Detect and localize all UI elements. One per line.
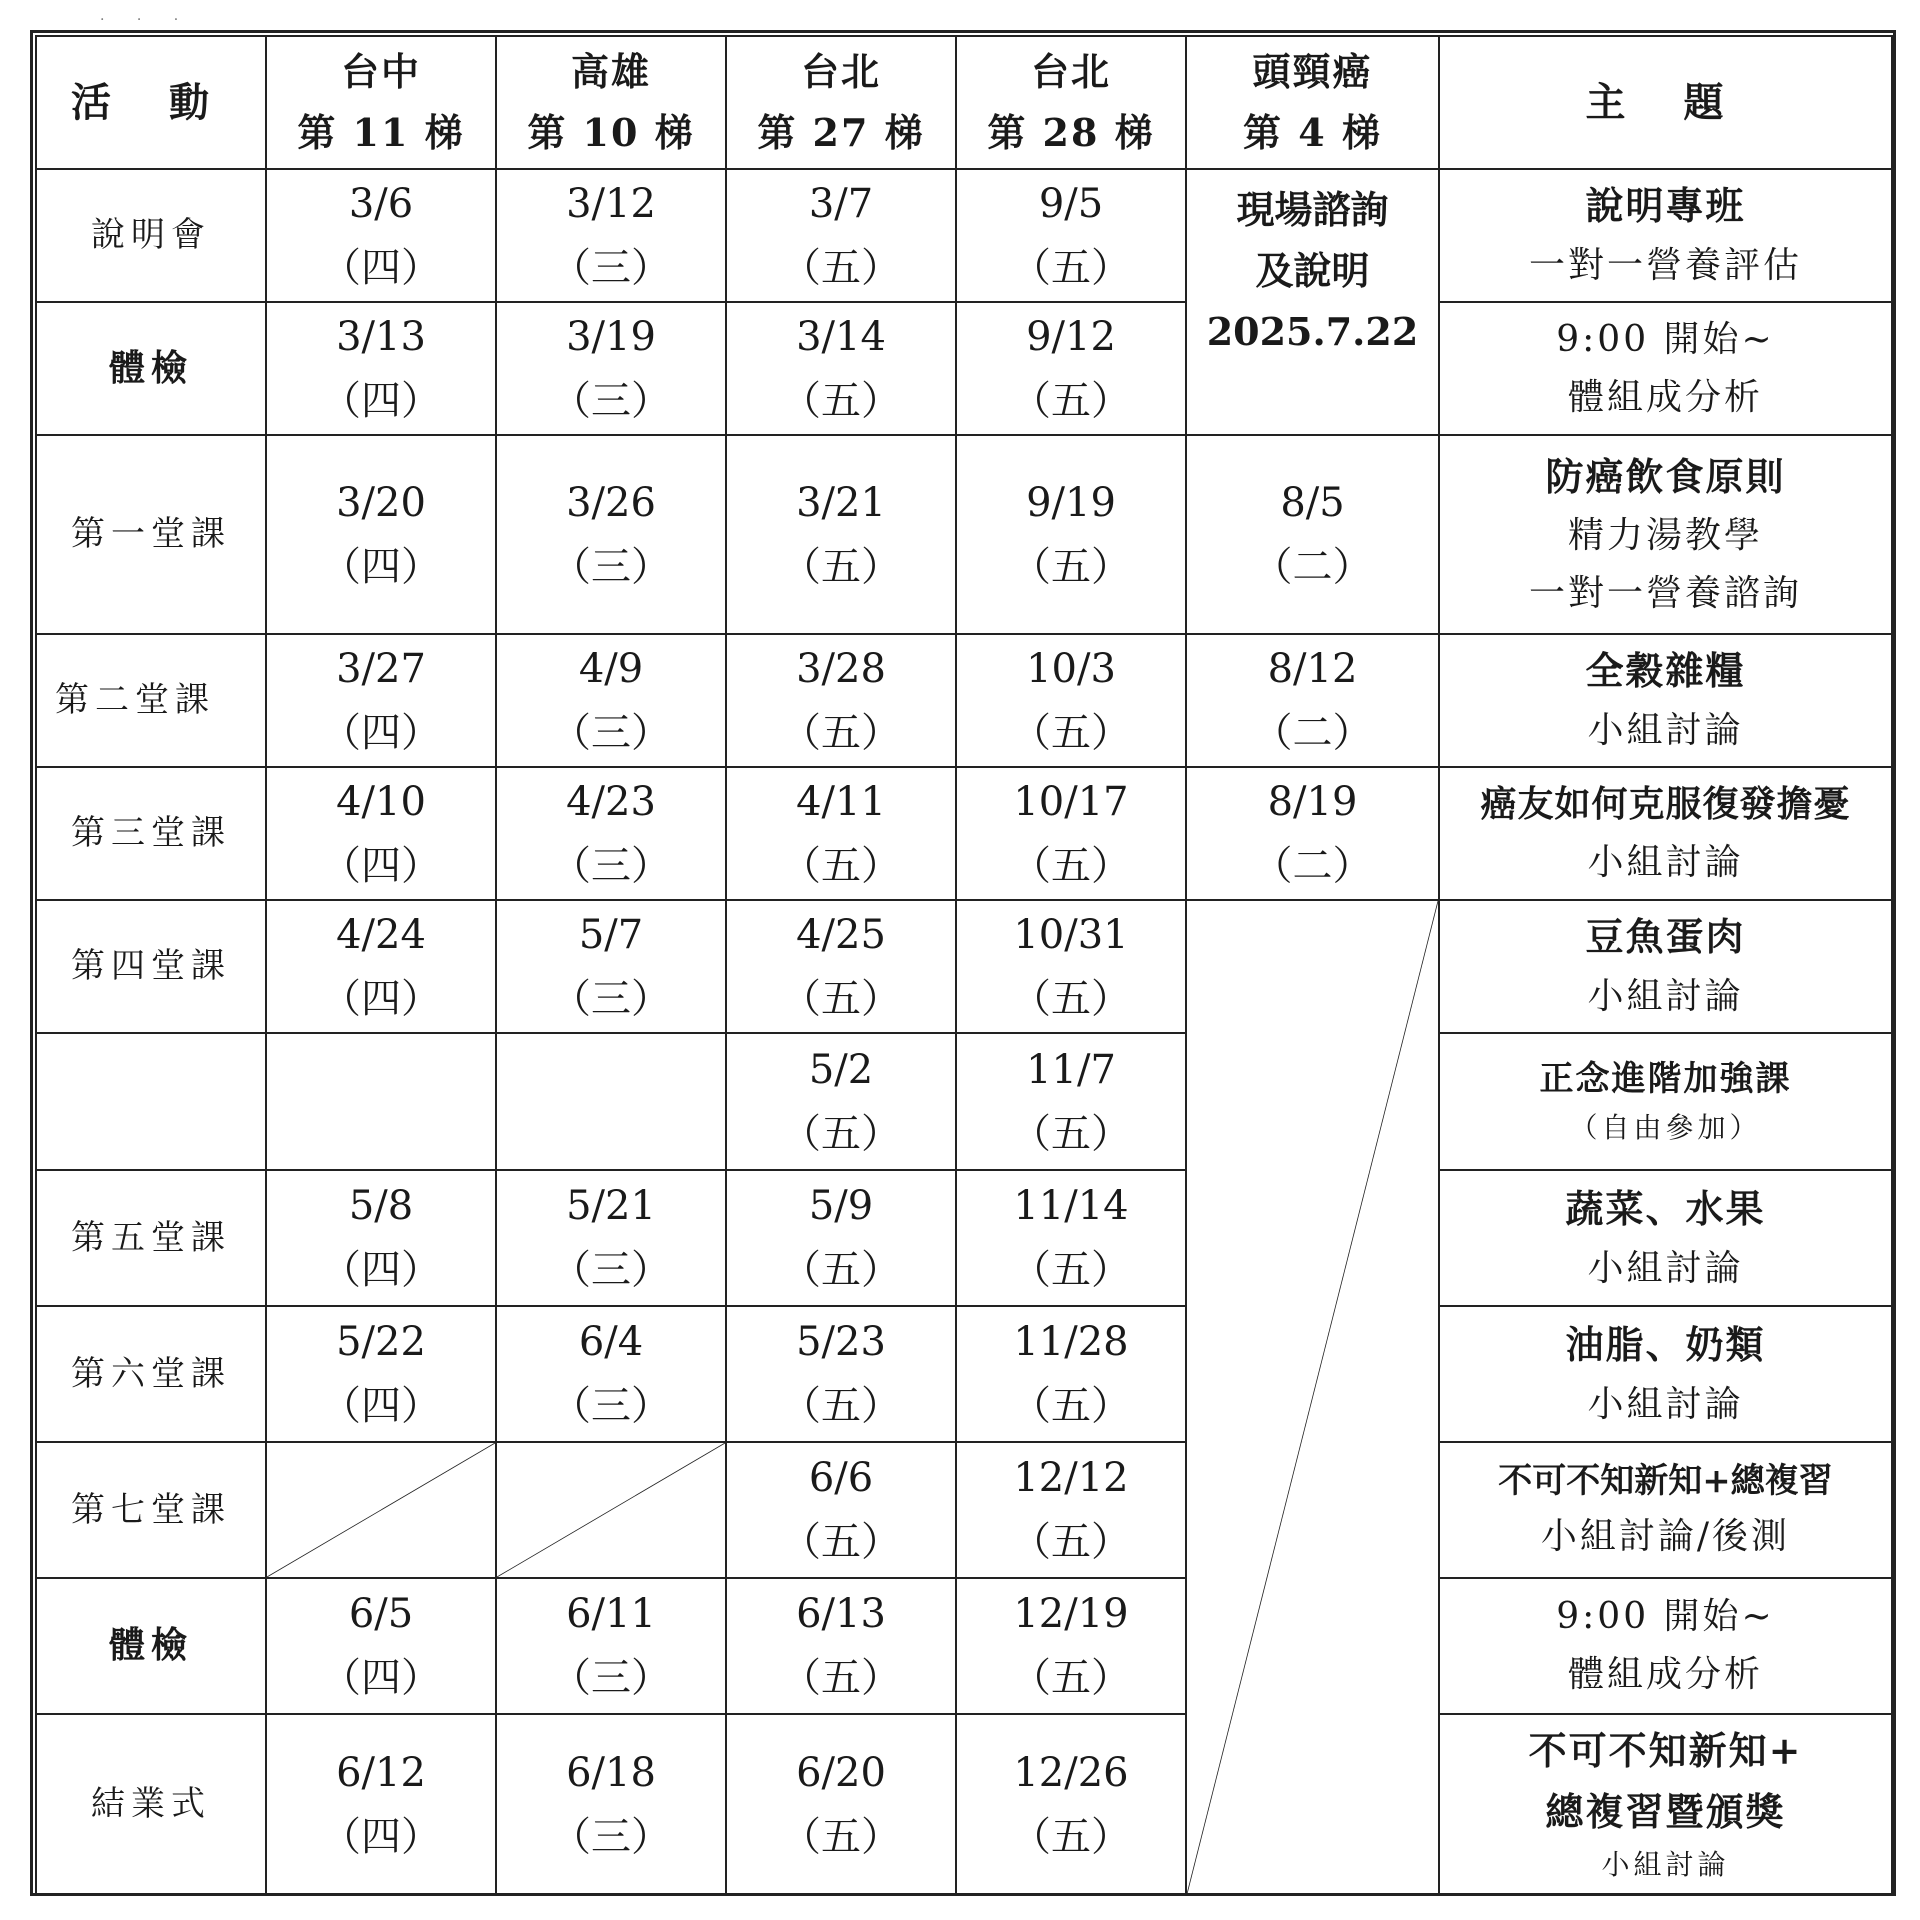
date-cell: 6/12 （四）	[266, 1714, 496, 1895]
diagonal-line	[267, 1443, 495, 1577]
date-cell: 3/19 （三）	[496, 302, 726, 435]
table-row	[36, 1714, 1892, 1895]
topic-cell: 正念進階加強課 （自由參加）	[1439, 1033, 1892, 1170]
header-col-kaohsiung-10: 高雄 第 10 梯	[496, 36, 726, 169]
table-row	[36, 634, 1892, 767]
date-cell: 11/28 （五）	[956, 1306, 1186, 1442]
date-cell: 9/12 （五）	[956, 302, 1186, 435]
date-cell: 11/14 （五）	[956, 1170, 1186, 1306]
date-cell: 6/5 （四）	[266, 1578, 496, 1714]
diagonal-line	[1187, 901, 1438, 1894]
headneck-info-date: 2025.7.22	[1206, 308, 1419, 354]
header-row	[36, 36, 1892, 169]
activity-cell: 第四堂課	[36, 900, 266, 1033]
headneck-empty-merged-cell	[1186, 900, 1439, 1895]
date-cell: 9/19 （五）	[956, 435, 1186, 634]
date-cell: 5/2 （五）	[726, 1033, 956, 1170]
topic-cell: 防癌飲食原則 精力湯教學 一對一營養諮詢	[1439, 435, 1892, 634]
topic-cell: 豆魚蛋肉 小組討論	[1439, 900, 1892, 1033]
topic-cell: 蔬菜、水果 小組討論	[1439, 1170, 1892, 1306]
activity-cell: 第一堂課	[36, 435, 266, 634]
table-row	[36, 1170, 1892, 1306]
date-cell: 8/19 （二）	[1186, 767, 1439, 900]
topic-cell: 癌友如何克服復發擔憂 小組討論	[1439, 767, 1892, 900]
date-cell: 5/7 （三）	[496, 900, 726, 1033]
activity-cell-empty	[36, 1033, 266, 1170]
topic-cell: 9:00 開始~ 體組成分析	[1439, 1578, 1892, 1714]
date-cell: 6/11 （三）	[496, 1578, 726, 1714]
date-cell: 10/31 （五）	[956, 900, 1186, 1033]
date-cell: 4/9 （三）	[496, 634, 726, 767]
date-cell: 3/21 （五）	[726, 435, 956, 634]
activity-cell: 第三堂課	[36, 767, 266, 900]
date-cell: 3/26 （三）	[496, 435, 726, 634]
date-cell: 4/25 （五）	[726, 900, 956, 1033]
headneck-info-line: 及說明	[1255, 247, 1370, 293]
topic-cell: 油脂、奶類 小組討論	[1439, 1306, 1892, 1442]
date-cell: 10/3 （五）	[956, 634, 1186, 767]
date-cell: 8/5 （二）	[1186, 435, 1439, 634]
date-cell-crossed	[266, 1442, 496, 1578]
topic-cell: 9:00 開始~ 體組成分析	[1439, 302, 1892, 435]
table-row	[36, 435, 1892, 634]
date-cell: 3/28 （五）	[726, 634, 956, 767]
activity-cell: 結業式	[36, 1714, 266, 1895]
date-cell-empty	[496, 1033, 726, 1170]
topic-cell: 全穀雜糧 小組討論	[1439, 634, 1892, 767]
date-cell: 6/4 （三）	[496, 1306, 726, 1442]
date-cell: 12/19 （五）	[956, 1578, 1186, 1714]
date-cell: 3/20 （四）	[266, 435, 496, 634]
table-row	[36, 169, 1892, 302]
table-row	[36, 1578, 1892, 1714]
date-cell: 3/13 （四）	[266, 302, 496, 435]
header-col-headneck-4: 頭頸癌 第 4 梯	[1186, 36, 1439, 169]
date-cell: 5/23 （五）	[726, 1306, 956, 1442]
date-cell: 9/5 （五）	[956, 169, 1186, 302]
activity-cell: 第二堂課	[36, 634, 266, 767]
activity-cell: 第六堂課	[36, 1306, 266, 1442]
table-row	[36, 302, 1892, 435]
date-cell: 3/14 （五）	[726, 302, 956, 435]
date-cell: 4/23 （三）	[496, 767, 726, 900]
date-cell: 3/12 （三）	[496, 169, 726, 302]
header-activity: 活 動	[36, 36, 266, 169]
headneck-info-line: 現場諮詢	[1236, 187, 1389, 232]
date-cell: 3/27 （四）	[266, 634, 496, 767]
date-cell: 5/21 （三）	[496, 1170, 726, 1306]
date-cell: 4/10 （四）	[266, 767, 496, 900]
table-row	[36, 767, 1892, 900]
date-cell: 6/18 （三）	[496, 1714, 726, 1895]
date-cell: 10/17 （五）	[956, 767, 1186, 900]
activity-cell: 第七堂課	[36, 1442, 266, 1578]
scan-artifact: · · ·	[100, 12, 193, 28]
table-row	[36, 900, 1892, 1033]
header-col-taipei-27: 台北 第 27 梯	[726, 36, 956, 169]
headneck-info-cell	[1186, 169, 1439, 435]
date-cell: 6/6 （五）	[726, 1442, 956, 1578]
table-row	[36, 1033, 1892, 1170]
date-cell: 8/12 （二）	[1186, 634, 1439, 767]
table-row	[36, 1442, 1892, 1578]
activity-cell: 第五堂課	[36, 1170, 266, 1306]
diagonal-line	[497, 1443, 725, 1577]
date-cell: 3/7 （五）	[726, 169, 956, 302]
date-cell-crossed	[496, 1442, 726, 1578]
date-cell: 3/6 （四）	[266, 169, 496, 302]
date-cell-empty	[266, 1033, 496, 1170]
activity-cell: 說明會	[36, 169, 266, 302]
header-col-taipei-28: 台北 第 28 梯	[956, 36, 1186, 169]
date-cell: 12/26 （五）	[956, 1714, 1186, 1895]
date-cell: 5/9 （五）	[726, 1170, 956, 1306]
date-cell: 5/22 （四）	[266, 1306, 496, 1442]
date-cell: 5/8 （四）	[266, 1170, 496, 1306]
date-cell: 12/12 （五）	[956, 1442, 1186, 1578]
topic-cell: 不可不知新知+ 總複習暨頒獎 小組討論	[1439, 1714, 1892, 1895]
header-topic: 主 題	[1439, 36, 1892, 169]
topic-cell: 不可不知新知+總複習 小組討論/後測	[1439, 1442, 1892, 1578]
header-col-taichung-11: 台中 第 11 梯	[266, 36, 496, 169]
activity-cell: 體檢	[36, 1578, 266, 1714]
date-cell: 11/7 （五）	[956, 1033, 1186, 1170]
topic-cell: 說明專班 一對一營養評估	[1439, 169, 1892, 302]
activity-cell: 體檢	[36, 302, 266, 435]
date-cell: 4/11 （五）	[726, 767, 956, 900]
schedule-table	[35, 35, 1893, 1896]
date-cell: 6/13 （五）	[726, 1578, 956, 1714]
table-row	[36, 1306, 1892, 1442]
date-cell: 4/24 （四）	[266, 900, 496, 1033]
date-cell: 6/20 （五）	[726, 1714, 956, 1895]
